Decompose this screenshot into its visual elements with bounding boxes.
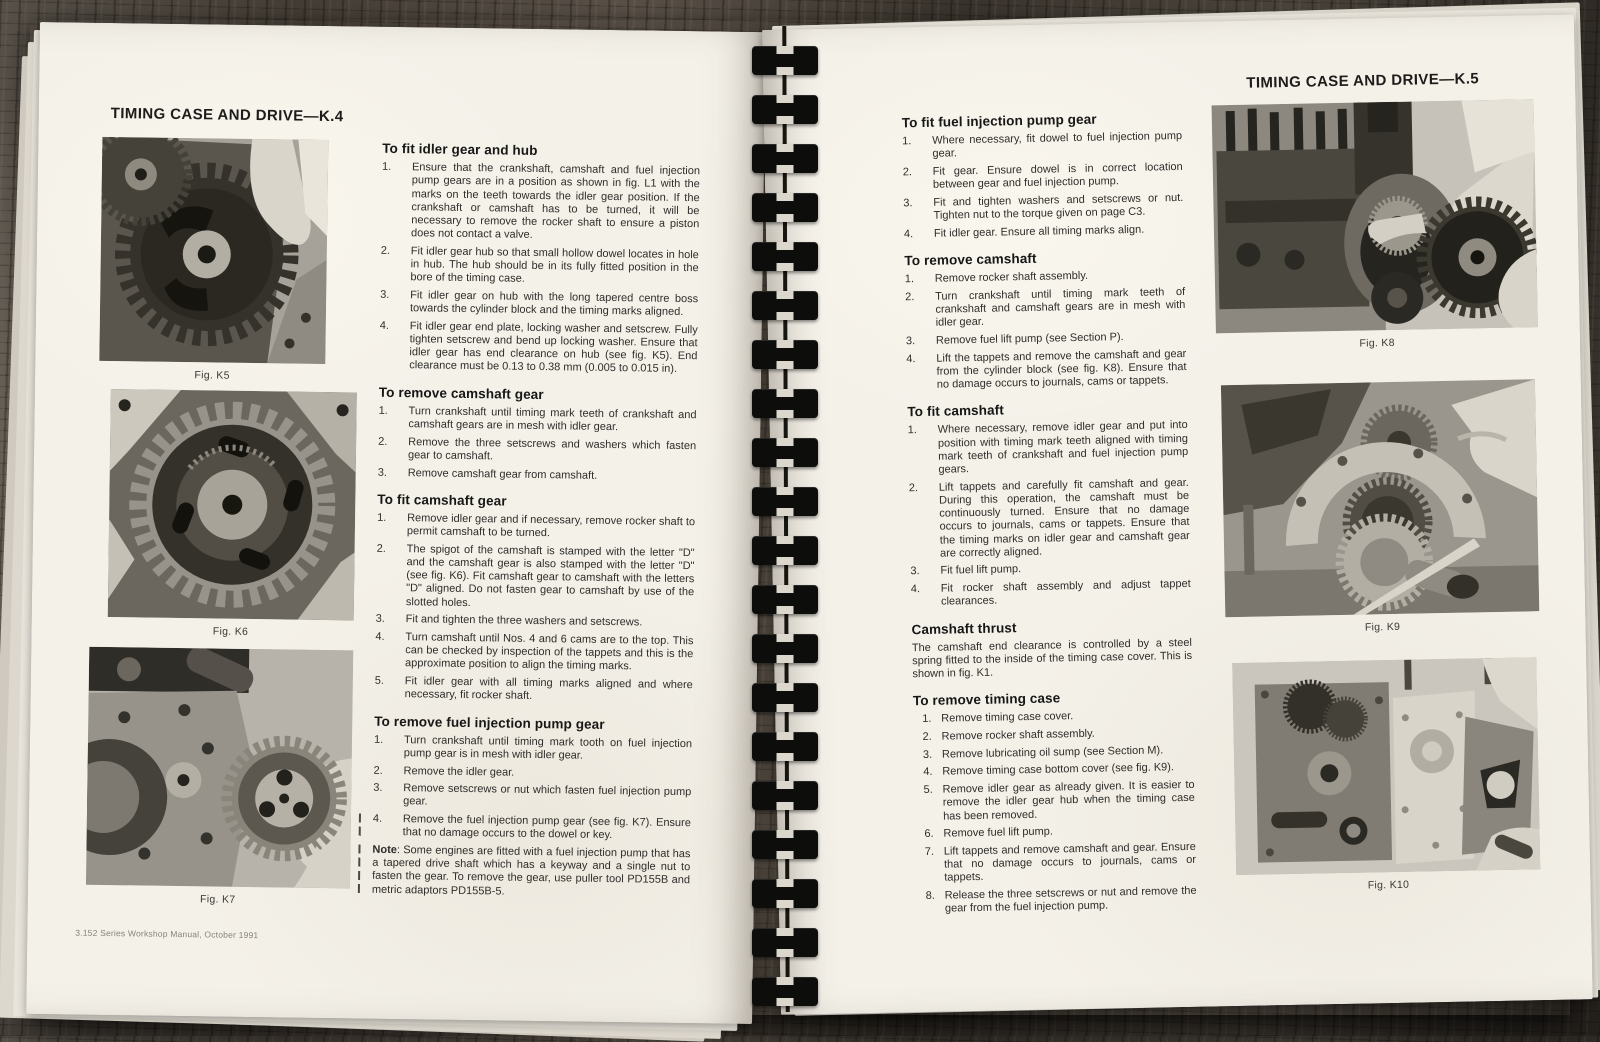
section-heading: To remove timing case [912,690,1061,709]
item-number: 3. [910,565,920,578]
item-text: Lift tappets and remove camshaft and gear. Ensure that no damage occurs to journals, cams or tappets. [943,840,1197,885]
instruction-item [375,631,694,675]
item-number: 2. [378,435,388,448]
binding-tooth [752,193,818,222]
binding-tooth [752,340,818,369]
binding-tooth [752,683,818,712]
instruction-item [380,289,698,320]
binding-tooth [752,438,818,467]
fig-k5-photo [99,137,328,364]
item-number: 3. [922,748,933,761]
binding-tooth [752,389,818,418]
section-heading: To fit camshaft gear [377,491,507,509]
section-heading: To fit camshaft [907,402,1005,420]
instruction-item [903,192,1183,224]
item-text: Remove camshaft gear from camshaft. [407,466,598,482]
instruction-item [376,613,694,631]
instruction-item [373,764,691,782]
item-text: Remove the idler gear. [403,764,515,779]
section-heading: To fit idler gear and hub [382,140,538,158]
item-number: 3. [377,466,388,479]
fig-k8-caption: Fig. K8 [1359,336,1395,350]
instruction-item [903,161,1183,193]
instruction-item [905,286,1186,331]
item-number: 3. [380,288,390,301]
fig-k10-photo [1232,657,1540,875]
item-text: Fit idler gear end plate, locking washer and setscrew. Fully tighten setscrew and bend up locking washer. Ensure that idler gear has end clearance on hub (see fig. K5). End clearance must be 0.13 to 0.38 mm (0.005 to 0.015 in). [409,320,698,376]
item-text: Fit idler gear with all timing marks aligned and where necessary, fit rocker shaft. [404,675,693,703]
item-text: Fit idler gear. Ensure all timing marks align. [933,223,1145,240]
binding-tooth [752,291,818,320]
item-text: Remove the three setscrews and washers which fasten gear to camshaft. [407,435,697,463]
item-number: 4. [372,812,383,826]
instruction-item [909,477,1190,562]
item-text: Fit idler gear on hub with the long tapered centre boss towards the cylinder block and the timing marks aligned. [409,289,699,319]
item-number: 2. [376,542,386,555]
fig-k7-caption: Fig. K7 [199,893,236,906]
item-text: Turn camshaft until Nos. 4 and 6 cams are to the top. This can be checked by inspection of the tappets and this is the approximate position to align the timing marks. [404,631,694,673]
item-text: Turn crankshaft until timing mark teeth of crankshaft and camshaft gears are in mesh with idler gear. [935,285,1186,329]
item-number: 2. [380,244,391,257]
instruction-item [374,733,692,764]
item-number: 3. [903,197,913,210]
instruction-item [924,823,1195,841]
item-number: 2. [902,166,913,179]
binding-tooth [752,585,818,614]
item-text: Where necessary, remove idler gear and put into position with timing mark teeth aligned with timing mark teeth of crankshaft and fuel injection pump gears. [937,419,1189,476]
fig-k7-photo [86,647,353,889]
item-number: 4. [903,227,914,241]
item-number: 5. [374,674,385,687]
instruction-item [923,761,1194,779]
item-text: Fit and tighten washers and setscrews or nut. Tighten nut to the torque given on page C3. [933,191,1184,222]
instruction-item-revised [373,813,691,844]
item-number: 8. [925,889,935,903]
binding-tooth [752,487,818,516]
item-text: Where necessary, fit dowel to fuel injection pump gear. [932,130,1183,161]
item-number: 3. [375,613,385,626]
note-label: Note [372,843,398,857]
instruction-item [378,435,696,466]
item-text: The spigot of the camshaft is stamped with the letter "D" and the camshaft gear is also stamped with the letter "D" (see fig. K6). Fit camshaft gear to camshaft with the letters "D" aligned. Do not fasten gear to camshaft by use of the slotted holes. [405,542,695,609]
item-text: Fit fuel lift pump. [940,563,1022,578]
item-number: 2. [908,481,919,494]
instruction-item [381,161,700,245]
item-text: Remove timing case cover. [941,710,1074,726]
item-text: Remove setscrews or nut which fasten fuel injection pump gear. [403,782,692,808]
instruction-item [924,779,1196,824]
item-number: 3. [373,781,383,795]
instruction-item [911,578,1191,610]
binding-tooth [752,95,818,124]
item-number: 1. [904,273,915,286]
instruction-item [925,841,1197,886]
item-number: 2. [905,290,915,304]
right-page-header: TIMING CASE AND DRIVE—K.5 [1246,70,1480,92]
binding-tooth [752,781,818,810]
instruction-item [376,543,695,613]
binding-tooth [752,536,818,565]
binding-tooth [752,144,818,173]
figure-k10 [1232,657,1540,894]
item-text: Remove rocker shaft assembly. [941,727,1095,743]
item-number: 3. [905,335,916,348]
instruction-item [906,348,1187,393]
item-text: Remove fuel lift pump. [943,825,1053,840]
fig-k8-photo [1212,99,1538,333]
instruction-item [378,405,696,436]
note-text: : Some engines are fitted with a fuel injection pump that has a tapered drive shaft which has a keyway and a single nut to fasten the gear. To remove the gear, use puller tool PD155B and metric adaptors PD155B-5. [371,844,691,898]
camshaft-gear-photo-graphic [108,389,357,620]
timing-case-removal-photo-graphic [1232,657,1540,875]
timing-case-bottom-cover-photo-graphic [1221,379,1539,617]
left-page-header: TIMING CASE AND DRIVE—K.4 [110,104,344,126]
right-text-column [902,110,1197,921]
item-number: 1. [373,733,384,746]
instruction-item [373,782,691,813]
item-number: 4. [923,766,933,779]
section-heading: To remove camshaft gear [378,384,544,402]
camshaft-thrust-paragraph: The camshaft end clearance is controlled by a steel spring fitted to the inside of the timing case cover. This is shown in fig. K1. [911,636,1193,681]
item-number: 1. [907,424,918,437]
instruction-item [379,320,698,377]
instruction-item [923,744,1194,762]
binding-tooth [752,46,818,75]
figure-k5 [99,137,328,383]
section-heading: Camshaft thrust [911,619,1017,637]
instruction-item [902,130,1182,162]
item-text: Fit idler gear hub so that small hollow dowel locates in hole in hub. The hub should be in its fully fitted position in the bore of the timing case. [410,245,699,286]
item-text: Remove rocker shaft assembly. [934,269,1089,285]
binding-tooth [752,928,818,957]
instruction-item [908,419,1189,477]
item-text: Remove lubricating oil sump (see Section M). [941,744,1164,761]
item-number: 4. [375,630,385,643]
left-text-column [372,141,701,905]
item-number: 7. [924,845,935,858]
item-number: 4. [910,583,921,596]
item-text: Remove idler gear as already given. It is easier to remove the idler gear hub when the timing case has been removed. [942,778,1195,823]
figure-k8 [1212,99,1539,352]
item-text: Remove fuel lift pump (see Section P). [935,331,1124,347]
item-number: 4. [379,319,390,332]
instruction-item [922,726,1193,744]
item-number: 4. [906,352,916,365]
binding-tooth [752,830,818,859]
instruction-item [377,512,695,543]
item-number: 2. [373,764,383,777]
item-number: 2. [922,730,932,744]
instruction-item [906,330,1186,349]
right-page [762,14,1593,1014]
timing-gears-photo-graphic [99,137,328,364]
fig-k9-photo [1221,379,1539,617]
binding-tooth [752,242,818,271]
binding-tooth [752,977,818,1006]
item-text: Remove timing case bottom cover (see fig. K9). [942,761,1175,779]
item-number: 1. [902,135,912,148]
figure-k7 [86,647,354,908]
pump-gear-photo-graphic [86,647,353,889]
item-text: Turn crankshaft until timing mark tooth on fuel injection pump gear is in mesh with idler gear. [403,733,693,762]
camshaft-removal-photo-graphic [1212,99,1538,333]
comb-binding [744,0,826,1036]
instruction-item [905,268,1185,287]
figure-k9 [1221,379,1540,636]
binding-tooth [752,732,818,761]
item-text: Remove idler gear and if necessary, remove rocker shaft to permit camshaft to be turned. [406,512,696,540]
fig-k9-caption: Fig. K9 [1364,620,1401,634]
item-text: Fit gear. Ensure dowel is in correct location between gear and fuel injection pump. [932,160,1183,191]
timing-case-list [913,708,1197,916]
item-text: Lift the tappets and remove the camshaft and gear from the cylinder block (see fig. K8). Ensure that no damage occurs to journals, cams or tappets. [936,347,1187,391]
item-number: 1. [378,404,388,417]
instruction-item [375,675,693,706]
item-text: Ensure that the crankshaft, camshaft and fuel injection pump gears are in a position as shown in fig. L1 with the marks on the teeth towards the idler gear position. If the crankshaft or camshaft has to be turned, it will be necessary to remove the rocker shaft to ensure a piston does not contact a valve. [411,161,701,242]
fig-k5-caption: Fig. K5 [194,369,230,382]
instruction-item [922,708,1193,726]
fig-k10-caption: Fig. K10 [1367,878,1410,892]
instruction-item [378,466,696,484]
instruction-item [926,885,1197,917]
item-number: 1. [922,713,932,726]
instruction-item [910,560,1190,579]
left-page [26,22,766,1024]
item-text: Remove the fuel injection pump gear (see fig. K7). Ensure that no damage occurs to the dowel or key. [402,813,691,842]
item-text: Lift tappets and carefully fit camshaft and gear. During this operation, the camshaft must be continuously turned. Ensure that no damage occurs to journals, cams or tappets. Ensure that the timing marks on idler gear and camshaft gear are correctly aligned. [938,476,1190,560]
item-text: Turn crankshaft until timing mark teeth of crankshaft and camshaft gears are in mesh with idler gear. [408,404,697,434]
fig-k6-photo [108,389,357,620]
item-number: 1. [381,160,392,174]
binding-tooth [752,634,818,663]
instruction-item [904,223,1184,242]
manual-footer: 3.152 Series Workshop Manual, October 1991 [75,927,259,941]
item-number: 5. [923,784,933,797]
figure-k6 [107,389,356,639]
binding-tooth [752,879,818,908]
item-text: Fit and tighten the three washers and setscrews. [405,613,643,629]
fig-k6-caption: Fig. K6 [212,625,249,638]
spine-gutter-line [782,26,789,1012]
note-paragraph [372,844,691,901]
section-heading: To remove fuel injection pump gear [374,713,605,732]
item-text: Fit rocker shaft assembly and adjust tappet clearances. [940,577,1191,608]
instruction-item [380,245,699,289]
section-heading: To remove camshaft [904,250,1037,269]
item-text: Release the three setscrews or nut and remove the gear from the fuel injection pump. [944,884,1197,915]
item-number: 6. [924,828,934,841]
item-number: 1. [377,511,387,524]
section-heading: To fit fuel injection pump gear [901,111,1097,131]
